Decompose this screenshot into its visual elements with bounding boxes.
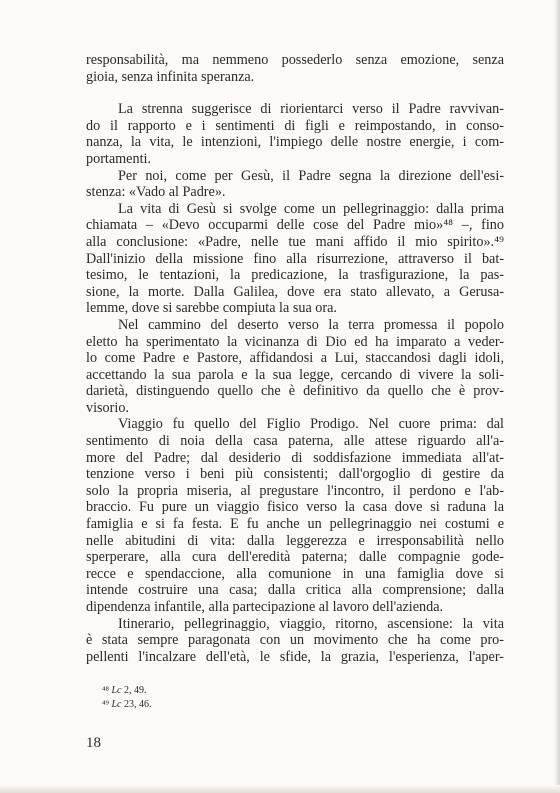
text-line: do il rapporto e i sentimenti di figli e reimpostando, in conso-: [86, 117, 504, 134]
paragraph-figlio-prodigo: [86, 416, 504, 615]
text-line: Per noi, come per Gesù, il Padre segna la direzione dell'esi-: [118, 167, 504, 184]
text-line: Dall'inizio della missione fino alla risurrezione, attraverso il bat-: [86, 250, 504, 267]
paragraph-per-noi: [86, 168, 504, 201]
text-line: tenzione verso i beni più consistenti; dall'orgoglio di gestire da: [86, 466, 504, 483]
text-line: chiamata – «Devo occuparmi delle cose del Padre mio»⁴⁸ –, fino: [86, 217, 504, 234]
body-text: [86, 52, 504, 665]
text-line: La strenna suggerisce di riorientarci verso il Padre ravvivan-: [118, 101, 504, 118]
paragraph-deserto: [86, 317, 504, 417]
paragraph-vita-gesu: [86, 201, 504, 317]
text-line: visorio.: [86, 399, 129, 416]
footnote-reference: Lc: [111, 699, 122, 710]
text-line: nanza, la vita, le intenzioni, l'impiego delle nostre energie, i com-: [86, 134, 504, 151]
text-line: lo come Padre e Pastore, affidandosi a Lui, staccandosi dagli idoli,: [86, 350, 504, 367]
text-line: dipendenza infantile, alla partecipazione al lavoro dell'azienda.: [86, 599, 444, 615]
footnote-48: [102, 684, 151, 698]
footnote-49: [102, 698, 151, 712]
text-line: nelle abitudini di vita: dalla leggerezza e irresponsabilità nello: [86, 532, 504, 549]
text-line: gioia, senza infinita speranza.: [86, 68, 255, 85]
text-line: eletto ha sperimentato la vicinanza di Dio ed ha imparato a veder-: [86, 333, 504, 350]
text-line: responsabilità, ma nemmeno possederlo senza emozione, senza: [86, 52, 504, 68]
paragraph-itinerario: [86, 616, 504, 666]
text-line: braccio. Fu pure un viaggio fisico verso la casa dove si raduna la: [86, 499, 504, 516]
text-line: alla conclusione: «Padre, nelle tue mani affido il mio spirito».⁴⁹: [86, 233, 504, 250]
paragraph-continuation: [86, 52, 504, 85]
text-line: sperperare, alla cura dell'eredità paterna; dalle compagnie gode-: [86, 549, 504, 566]
footnotes: [102, 684, 151, 712]
text-line: recce e spendaccione, alla comunione in una famiglia dove si: [86, 565, 504, 582]
text-line: more del Padre; dal desiderio di soddisfazione immediata all'at-: [86, 449, 504, 466]
footnote-reference: Lc: [111, 685, 122, 696]
footnote-number: ⁴⁹: [102, 699, 109, 710]
text-line: Itinerario, pellegrinaggio, viaggio, ritorno, ascensione: la vita: [118, 615, 504, 632]
text-line: portamenti.: [86, 150, 152, 167]
text-line: solo la propria miseria, al pregustare l'incontro, il perdono e l'ab-: [86, 482, 504, 499]
page-number: 18: [86, 735, 101, 751]
paragraph-strenna: [86, 101, 504, 167]
text-line: La vita di Gesù si svolge come un pellegrinaggio: dalla prima: [118, 200, 504, 217]
footnote-number: ⁴⁸: [102, 685, 109, 696]
text-line: Viaggio fu quello del Figlio Prodigo. Nel cuore prima: dal: [118, 416, 504, 433]
text-line: stenza: «Vado al Padre».: [86, 184, 226, 201]
text-line: lemme, dove si sarebbe compiuta la sua ora.: [86, 300, 337, 317]
text-line: famiglia e si fa festa. E fu anche un pellegrinaggio nei costumi e: [86, 516, 504, 533]
text-line: Nel cammino del deserto verso la terra promessa il popolo: [118, 316, 504, 333]
page-edge-shadow: [554, 0, 560, 793]
footnote-location: 2, 49.: [123, 685, 147, 696]
text-line: sentimento di noia della casa paterna, alle attese riguardo all'a-: [86, 433, 504, 450]
page-bottom-shadow: [0, 785, 560, 793]
footnote-location: 23, 46.: [123, 699, 152, 710]
text-line: intende costruire una casa; dalla critica alla comprensione; dalla: [86, 582, 504, 599]
text-line: pellenti l'incalzare dell'età, le sfide, la grazia, l'esperienza, l'aper-: [86, 648, 504, 665]
text-line: darietà, distinguendo quello che è definitivo da quello che è prov-: [86, 383, 504, 400]
text-line: accettando la sua parola e la sua legge, cercando di vivere la soli-: [86, 366, 504, 383]
text-line: è stata sempre paragonata con un movimento che ha come pro-: [86, 632, 504, 649]
text-line: tesimo, le tentazioni, la predicazione, la trasfigurazione, la pas-: [86, 267, 504, 284]
text-line: sione, la morte. Dalla Galilea, dove era stato allevato, a Gerusa-: [86, 283, 504, 300]
